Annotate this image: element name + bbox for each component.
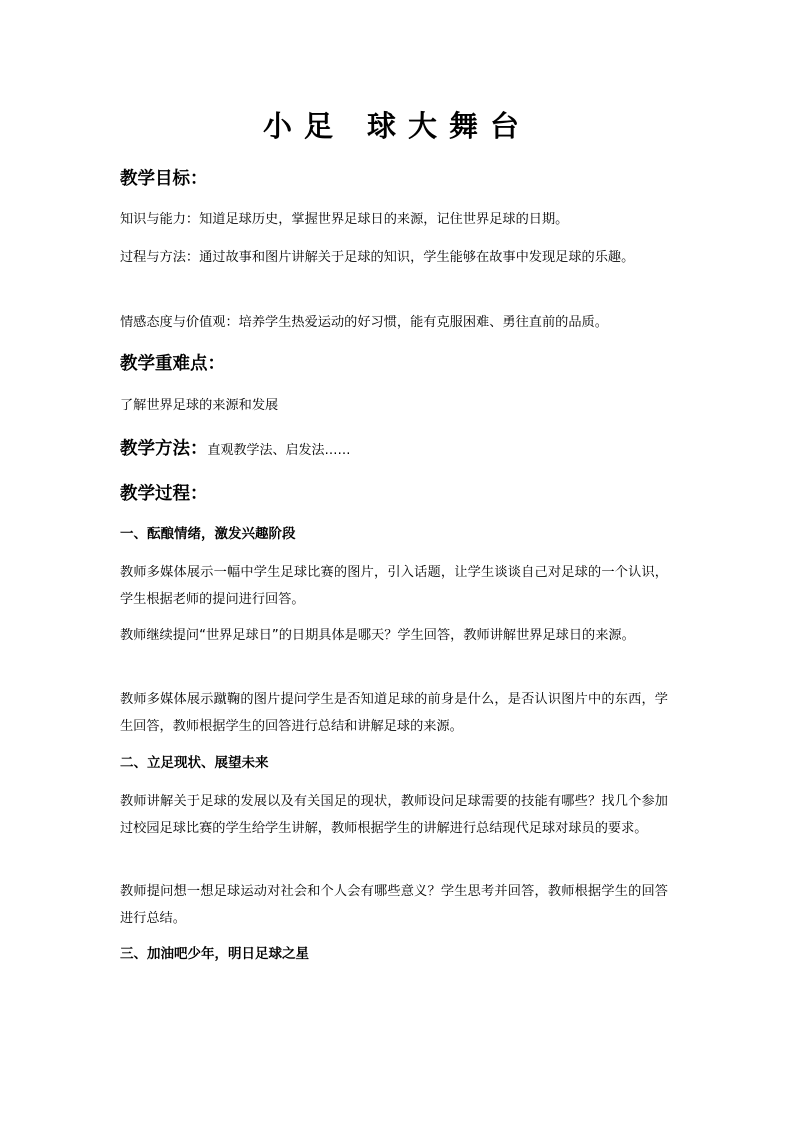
section-2-title: 二、立足现状、展望未来 (120, 755, 269, 771)
goal-process: 过程与方法：通过故事和图片讲解关于足球的知识，学生能够在故事中发现足球的乐趣。 (120, 250, 635, 265)
section-2-paragraph-1: 教师讲解关于足球的发展以及有关国足的现状，教师设问足球需要的技能有哪些？找几个参加过校园足球比赛的学生给学生讲解，教师根据学生的讲解进行总结现代足球对球员的要求。 (120, 794, 668, 836)
goal-attitude: 情感态度与价值观：培养学生热爱运动的好习惯，能有克服困难、勇往直前的品质。 (120, 315, 608, 330)
section-1-paragraph-1: 教师多媒体展示一幅中学生足球比赛的图片，引入话题，让学生谈谈自己对足球的一个认识，学生根据老师的提问进行回答。 (120, 565, 668, 607)
section-1-paragraph-3: 教师多媒体展示蹴鞠的图片提问学生是否知道足球的前身是什么，是否认识图片中的东西，学生回答，教师根据学生的回答进行总结和讲解足球的来源。 (120, 692, 668, 734)
section-2-paragraph-2: 教师提问想一想足球运动对社会和个人会有哪些意义？学生思考并回答，教师根据学生的回答进行总结。 (120, 884, 668, 926)
process-heading: 教学过程： (120, 484, 208, 504)
section-1-title: 一、酝酿情绪，激发兴趣阶段 (120, 526, 296, 542)
methods-heading (120, 436, 351, 464)
methods-heading-label: 教学方法： (120, 439, 208, 459)
goal-knowledge: 知识与能力：知道足球历史，掌握世界足球日的来源，记住世界足球的日期。 (120, 212, 569, 227)
section-3-title: 三、加油吧少年，明日足球之星 (120, 946, 309, 962)
section-1-paragraph-2: 教师继续提问“世界足球日”的日期具体是哪天？学生回答，教师讲解世界足球日的来源。 (120, 628, 635, 643)
document-title: 小足 球大舞台 (262, 109, 532, 143)
goals-heading: 教学目标： (120, 169, 208, 189)
key-points-text: 了解世界足球的来源和发展 (120, 398, 279, 413)
methods-text: 直观教学法、启发法…… (207, 443, 351, 458)
key-points-heading: 教学重难点： (120, 354, 225, 374)
